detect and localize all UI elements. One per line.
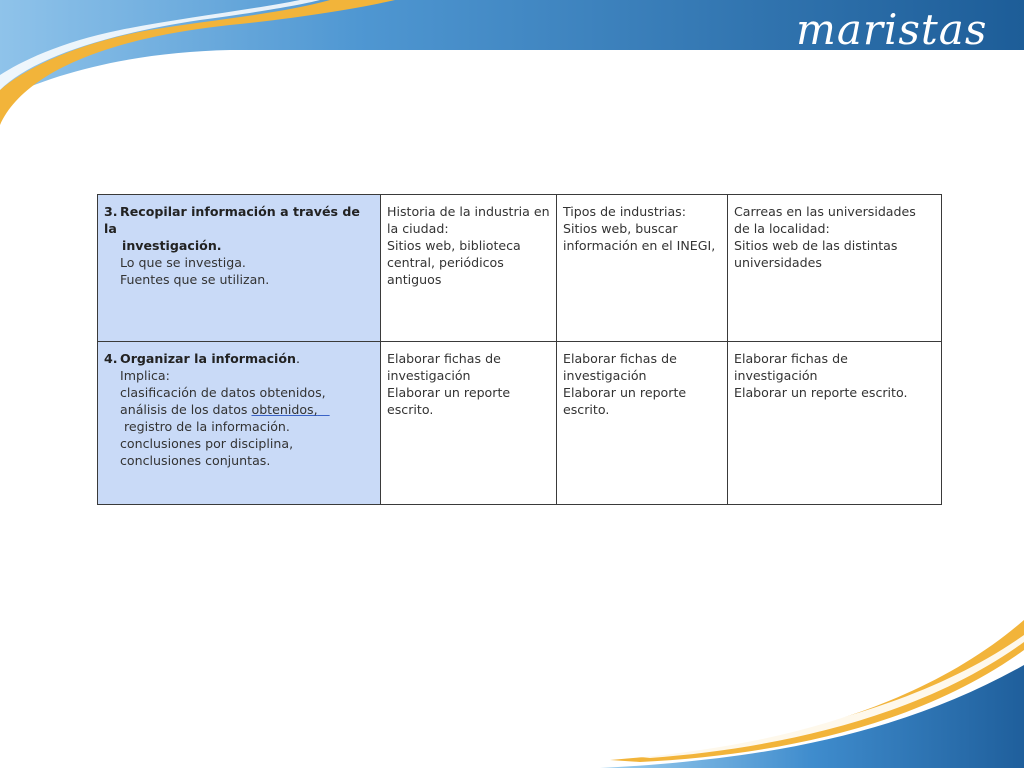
- table-cell: Elaborar fichas de investigación Elaborar un reporte escrito.: [557, 342, 728, 505]
- table-cell: Carreas en las universidades de la localidad: Sitios web de las distintas universidades: [728, 195, 942, 342]
- step-title: 3. Recopilar información a través de la investigación.: [104, 204, 360, 253]
- footer-swoosh: [0, 610, 1024, 768]
- table-cell: Elaborar fichas de investigación Elaborar un reporte escrito.: [381, 342, 557, 505]
- maristas-logo: maristas: [796, 5, 988, 54]
- step-details: Lo que se investiga. Fuentes que se utilizan.: [120, 255, 270, 287]
- underlined-text: obtenidos,: [251, 402, 318, 417]
- step-title: 4. Organizar la información.: [104, 351, 300, 366]
- step-cell: [98, 342, 381, 505]
- table-cell: Historia de la industria en la ciudad: Sitios web, biblioteca central, periódicos antiguos: [381, 195, 557, 342]
- step-cell: [98, 195, 381, 342]
- table-row: [98, 195, 942, 342]
- step-details: Implica: clasificación de datos obtenidos, análisis de los datos obtenidos, registro de la información. conclusiones por disciplina, conclusiones conjuntas.: [120, 368, 326, 468]
- content-table: [97, 194, 942, 505]
- table-cell: Tipos de industrias: Sitios web, buscar información en el INEGI,: [557, 195, 728, 342]
- table-row: [98, 342, 942, 505]
- table-cell: Elaborar fichas de investigación Elaborar un reporte escrito.: [728, 342, 942, 505]
